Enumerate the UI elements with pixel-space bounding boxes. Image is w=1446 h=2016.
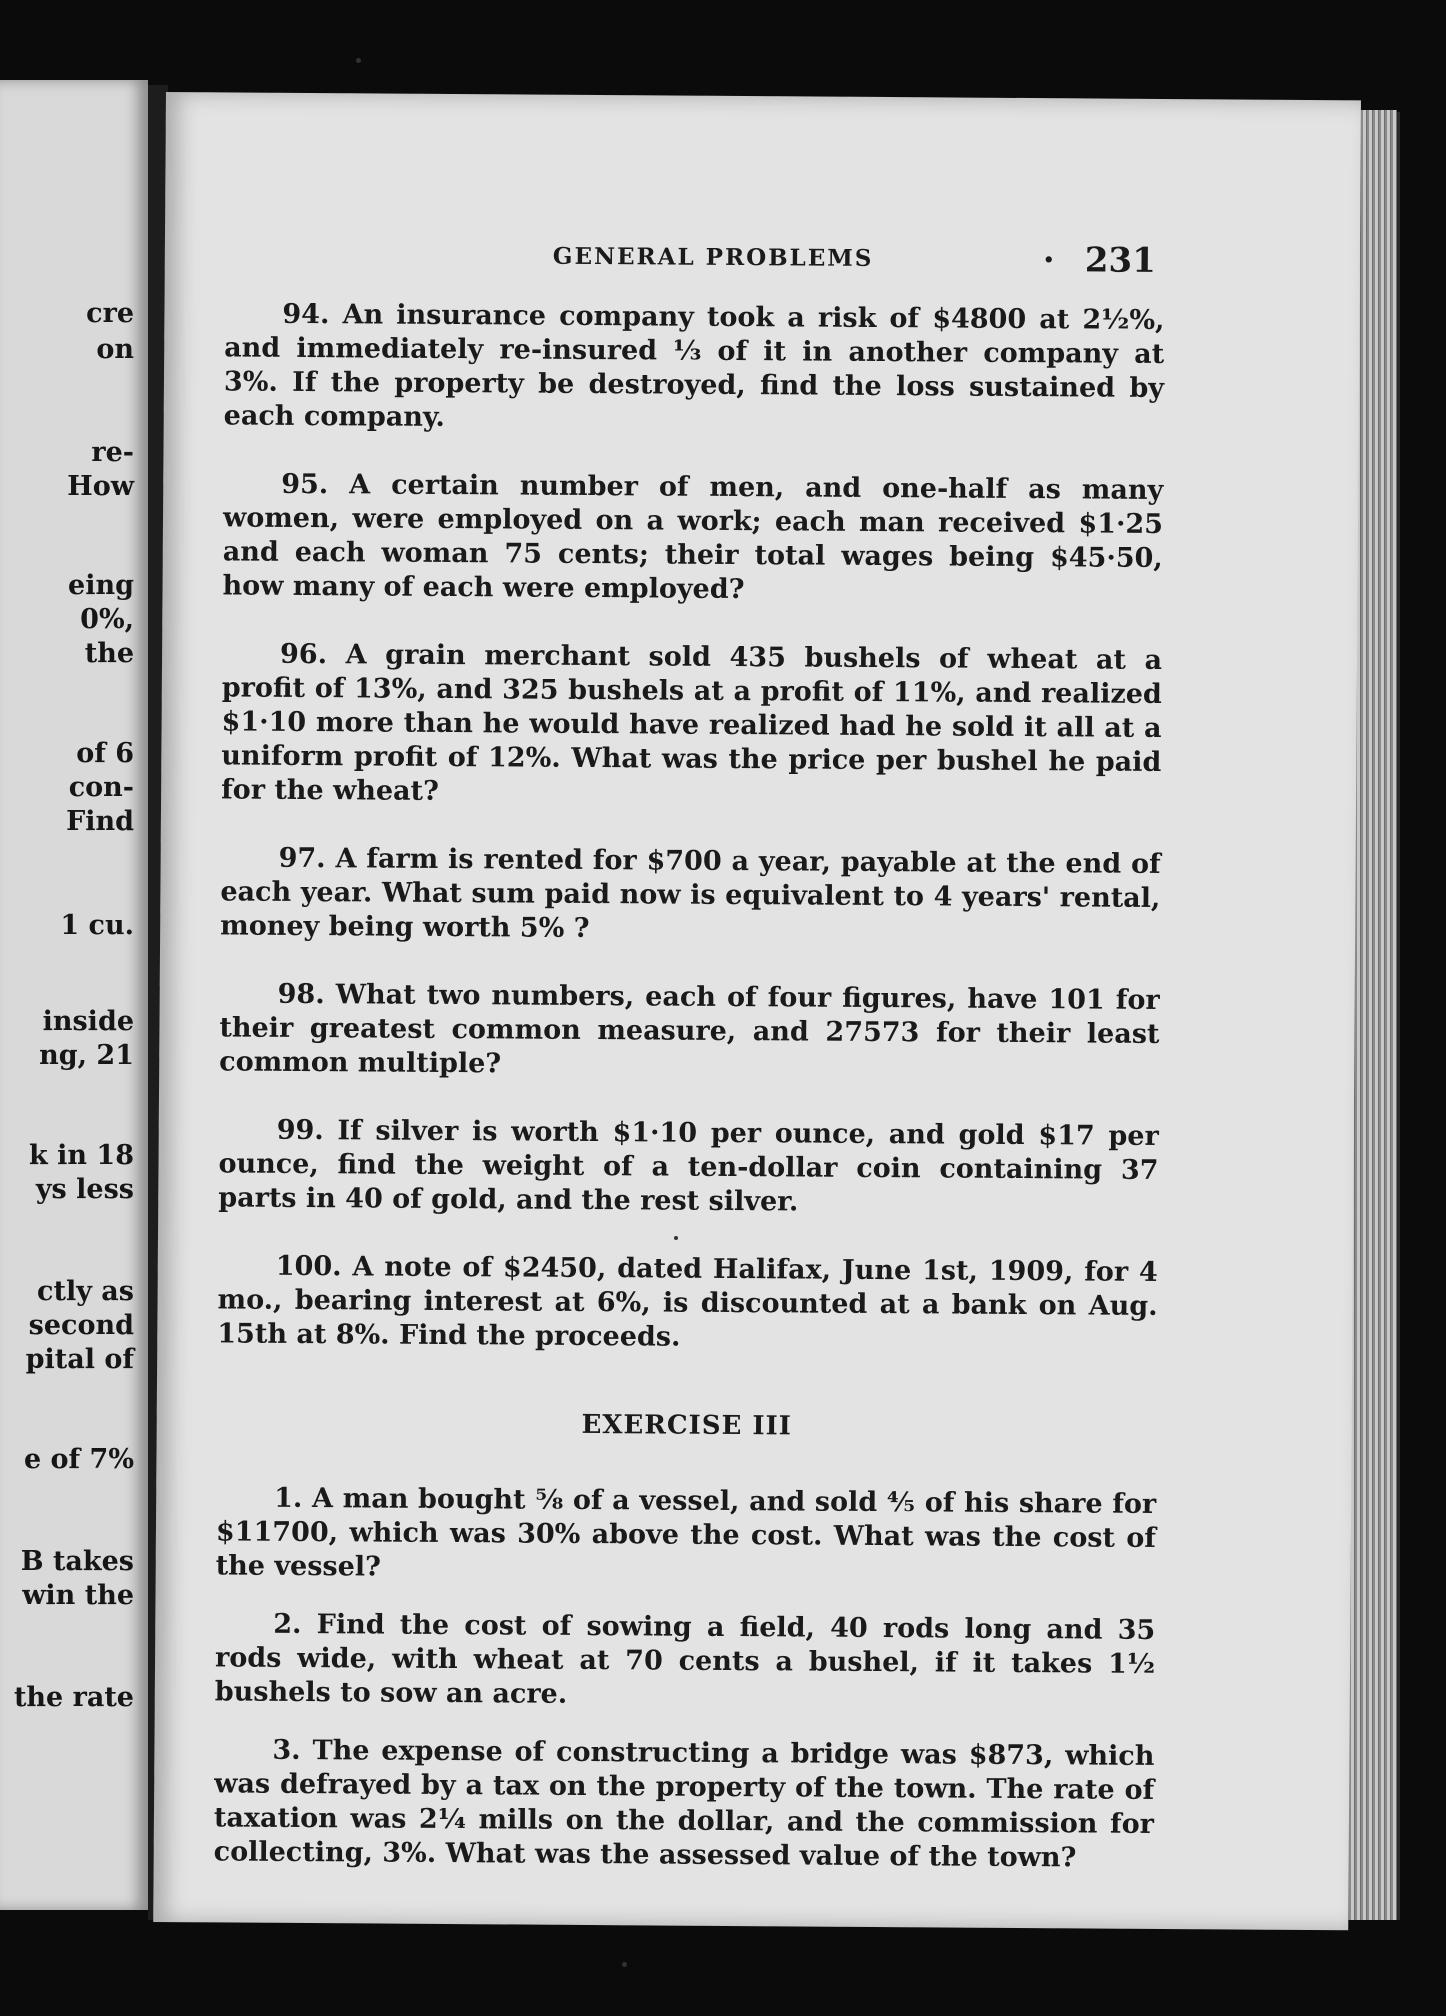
problem-98	[219, 977, 1160, 1086]
problem-number: 1.	[274, 1482, 303, 1514]
page-content	[213, 297, 1164, 1900]
left-page-line: Find	[66, 806, 134, 837]
problem-number: 98.	[277, 978, 325, 1011]
left-page-line: re-	[91, 437, 134, 468]
problem-number: 94.	[282, 298, 330, 331]
problem-97	[220, 841, 1161, 950]
left-page-line: e of 7%	[23, 1444, 134, 1475]
problem-number: 97.	[278, 842, 326, 875]
problem-text: A certain number of men, and one-half as many women, were employed on a work; each man received $1·25 and each woman 75 cents; their total wages being $45·50, how many of each were employed?	[222, 469, 1164, 606]
problem-text: An insurance company took a risk of $4800 at 2½%, and immediately re-insured ⅓ of it in another company at 3%. If the property be destroyed, find the loss sustained by each company.	[223, 299, 1165, 433]
left-page-line: ys less	[35, 1174, 134, 1205]
exercise-problem-1	[216, 1481, 1157, 1590]
left-page-line: the	[84, 638, 134, 669]
problem-text: What two numbers, each of four figures, have 101 for their greatest common measure, and 27573 for their least common multiple?	[219, 979, 1160, 1080]
page-number: · 231	[1085, 240, 1156, 280]
problem-number: 99.	[276, 1114, 324, 1147]
problem-text: A man bought ⅝ of a vessel, and sold ⅘ of his share for $11700, which was 30% above the cost. What was the cost of the vessel?	[215, 1483, 1157, 1583]
left-page-line: k in 18	[29, 1140, 134, 1171]
scan-speck	[674, 1236, 678, 1240]
problem-94	[224, 297, 1165, 440]
left-page-line: con-	[68, 772, 134, 803]
problem-text: Find the cost of sowing a field, 40 rods long and 35 rods wide, with wheat at 70 cents a bushel, if it takes 1½ bushels to sow an acre.	[214, 1609, 1156, 1710]
left-page-line: on	[96, 334, 134, 365]
problem-95	[222, 467, 1163, 610]
problem-number: 95.	[281, 468, 329, 501]
problem-text: A note of $2450, dated Halifax, June 1st, 1909, for 4 mo., bearing interest at 6%, is discounted at a bank on Aug. 15th at 8%. Find the proceeds.	[217, 1251, 1158, 1353]
problem-text: A farm is rented for $700 a year, payable at the end of each year. What sum paid now is equivalent to 4 years' rental, money being worth 5% ?	[220, 843, 1161, 944]
problem-number: 2.	[273, 1608, 302, 1640]
left-page-line: win the	[22, 1580, 134, 1611]
exercise-problem-3	[214, 1733, 1155, 1876]
left-page-line: ng, 21	[39, 1040, 134, 1071]
left-page-line: inside	[42, 1006, 134, 1037]
left-page-line: 1 cu.	[60, 910, 134, 941]
right-page	[153, 92, 1361, 1930]
scan-speck	[356, 58, 361, 63]
problem-text: The expense of constructing a bridge was $873, which was defrayed by a tax on the property of the town. The rate of taxation was 2¼ mills on the dollar, and the commission for collecting, 3%. What was the assessed value of the town?	[213, 1735, 1155, 1874]
left-page-line: B takes	[20, 1546, 134, 1577]
left-page-line: 0%,	[80, 604, 134, 635]
problem-number: 96.	[279, 638, 328, 671]
problem-96	[221, 637, 1162, 814]
left-page-line: eing	[68, 570, 134, 601]
problem-number: 3.	[272, 1734, 301, 1766]
left-page-line: the rate	[13, 1682, 134, 1713]
running-title: GENERAL PROBLEMS	[552, 242, 874, 272]
problem-100	[217, 1249, 1158, 1358]
page-header	[165, 240, 1360, 288]
left-page	[0, 80, 148, 1910]
exercise-heading: EXERCISE III	[581, 1409, 793, 1442]
left-page-line: cre	[86, 298, 134, 329]
exercise-problem-2	[215, 1607, 1156, 1716]
left-page-line: ctly as	[37, 1276, 134, 1307]
problem-text: If silver is worth $1·10 per ounce, and gold $17 per ounce, find the weight of a ten-dollar coin containing 37 parts in 40 of gold, and the rest silver.	[218, 1115, 1159, 1218]
problem-99	[218, 1113, 1159, 1222]
left-page-line: How	[67, 471, 134, 502]
problem-number: 100.	[275, 1250, 342, 1283]
left-page-line: of 6	[76, 738, 134, 769]
left-page-line: second	[28, 1310, 134, 1341]
left-page-line: pital of	[25, 1344, 134, 1375]
problem-text: A grain merchant sold 435 bushels of wheat at a profit of 13%, and 325 bushels at a profit of 11%, and realized $1·10 more than he would have realized had he sold it all at a uniform profit of 12%. What was the price per bushel he paid for the wheat?	[221, 639, 1163, 807]
scan-speck	[622, 1962, 627, 1967]
